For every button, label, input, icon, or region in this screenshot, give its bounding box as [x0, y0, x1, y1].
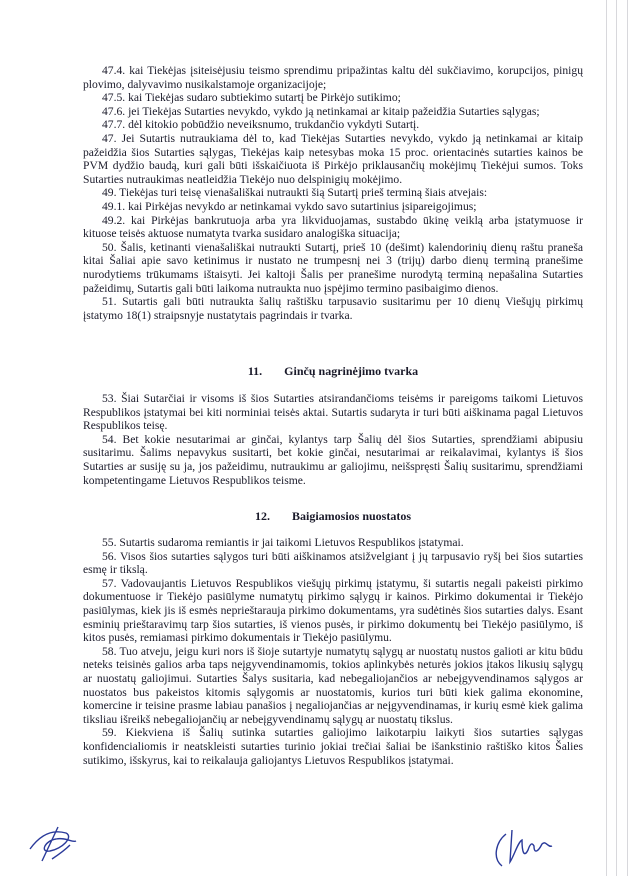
clause-49: 49. Tiekėjas turi teisę vienašališkai nutraukti šią Sutartį prieš terminą šiais atvejais:	[102, 186, 488, 200]
clause-47: 47. Jei Sutartis nutraukiama dėl to, kad Tiekėjas Sutarties nevykdo, vykdo ją netinkamai ar kitaip pažeidžia šios Sutarties sąlygas, Tiekėjas kaip netesybas moka 15 proc. orientacinės sutarties kainos be PVM dydžio baudą, kuri gali būti išskaičiuota iš Pirkėjo priklausančių mokėjimų Tiekėjui sumos. Toks Sutarties nutraukimas neatleidžia Tiekėjo nuo delspinigių mokėjimo.	[83, 131, 583, 186]
clause-58: 58. Tuo atveju, jeigu kuri nors iš šioje sutartyje numatytų sąlygų ar nuostatų nustos galioti ar kitu būdu neteks teisinės galios arba taps neįgyvendinamomis, tokios aplinkybės neturės jokios įtakos likusių sąlygų ar nuostatų galiojimui. Sutarties Šalys susitaria, kad nebegaliojančios ar nebeįgyvendinamos sąlygos ar nuostatos bus pakeistos kitomis sąlygomis ar nuostatomis, kurios turi būti kiek galima ekonomine, komercine ir teisine prasme labiau panašios į negaliojančias ar neįgyvendinamas, ir kurių esmė kiek galima tiksliau išreikš nebegaliojančių ar nebeįgyvendinamų sąlygų ar nuostatų tikslus.	[83, 644, 583, 726]
clause-57: 57. Vadovaujantis Lietuvos Respublikos viešųjų pirkimų įstatymu, ši sutartis negali pakeisti pirkimo dokumentuose ir Tiekėjo pasiūlyme numatytų pirkimo sąlygų ir kainos. Pirkimo dokumentai ir Tiekėjo pasiūlymas, kiek jis iš esmės neprieštarauja pirkimo dokumentams, yra sudėtinės šios sutarties dalys. Esant esminių prieštaravimų tarp šios sutarties, iš vienos pusės, ir pirkimo dokumentų bei Tiekėjo pasiūlymo, iš kitos pusės, remiamasi pirkimo dokumentais ir Tiekėjo pasiūlymu.	[83, 576, 583, 645]
section-heading-12	[83, 509, 583, 524]
section-title: Ginčų nagrinėjimo tvarka	[284, 364, 419, 378]
page-stack-edge	[606, 0, 607, 876]
clause-55: 55. Sutartis sudaroma remiantis ir jai taikomi Lietuvos Respublikos įstatymai.	[102, 536, 464, 549]
clause-47-5: 47.5. kai Tiekėjas sudaro subtiekimo sutartį be Pirkėjo sutikimo;	[102, 91, 401, 105]
page-stack-edge	[616, 0, 617, 876]
signature-right	[488, 822, 568, 872]
clause-53: 53. Šiai Sutarčiai ir visoms iš šios Sutarties atsirandančioms teisėms ir pareigoms taikomi Lietuvos Respublikos įstatymai bei kiti norminiai teisės aktai. Sutartis sudaryta ir turi būti aiškinama pagal Lietuvos Respublikos teisę.	[83, 392, 583, 433]
clause-47-6: 47.6. jei Tiekėjas Sutarties nevykdo, vykdo ją netinkamai ar kitaip pažeidžia Sutarties sąlygas;	[102, 104, 540, 118]
clause-49-1: 49.1. kai Pirkėjas nevykdo ar netinkamai vykdo savo sutartinius įsipareigojimus;	[102, 199, 477, 213]
clause-50: 50. Šalis, ketinanti vienašališkai nutraukti Sutartį, prieš 10 (dešimt) kalendorinių dienų raštu praneša kitai Šaliai apie savo ketinimus ir nustato ne trumpesnį nei 3 (trijų) darbo dienų terminą pranešime nurodytiems trūkumams ištaisyti. Jei kaltoji Šalis per pranešime nurodytą terminą nepašalina Sutarties pažeidimų, Sutartis gali būti laikoma nutraukta nuo įspėjimo termino pasibaigimo dienos.	[83, 240, 583, 295]
clause-49-2: 49.2. kai Pirkėjas bankrutuoja arba yra likviduojamas, sustabdo ūkinę veiklą arba įstatymuose ir kituose teisės aktuose numatyta tvarka susidaro analogiška situacija;	[83, 213, 583, 241]
dispute-clauses	[83, 392, 583, 487]
signature-left	[22, 815, 82, 865]
clause-47-4: 47.4. kai Tiekėjas įsiteisėjusiu teismo sprendimu pripažintas kaltu dėl sukčiavimo, korupcijos, pinigų plovimo, dalyvavimo nusikalstamoje organizacijoje;	[83, 64, 583, 91]
section-number: 11.	[247, 364, 263, 378]
clause-51: 51. Sutartis gali būti nutraukta šalių raštišku tarpusavio susitarimu per 10 dienų Viešųjų pirkimų įstatymo 18(1) straipsnyje nustatytais pagrindais ir tvarka.	[83, 295, 583, 322]
section-heading-11	[83, 364, 583, 379]
termination-clauses	[83, 64, 583, 322]
clause-59: 59. Kiekviena iš Šalių sutinka sutarties galiojimo laikotarpiu laikyti šios sutarties sąlygas konfidencialiomis ir neatskleisti sutarties turinio jokiai trečiai šaliai be išankstinio raštiško kitos Šalies sutikimo, išskyrus, kai to reikalauja galiojantys Lietuvos Respublikos įstatymai.	[83, 726, 583, 767]
section-number: 12.	[254, 509, 270, 523]
clause-56: 56. Visos šios sutarties sąlygos turi būti aiškinamos atsižvelgiant į jų tarpusavio ryšį bei šios sutarties esmę ir tikslą.	[83, 549, 583, 577]
clause-47-7: 47.7. dėl kitokio pobūdžio neveiksnumo, trukdančio vykdyti Sutartį.	[102, 118, 420, 132]
page-stack-edge	[627, 0, 628, 876]
clause-54: 54. Bet kokie nesutarimai ar ginčai, kylantys tarp Šalių dėl šios Sutarties, sprendžiami abipusiu susitarimu. Šalims nepavykus susitarti, bet kokie ginčai, nesutarimai ar reikalavimai, kylantys iš šios Sutarties ar susiję su ja, jos pažeidimu, nutraukimu ar galiojimu, neišspręsti Šalių susitarimu, sprendžiami kompetentingame Lietuvos Respublikos teisme.	[83, 432, 583, 487]
final-clauses	[83, 536, 583, 767]
section-title: Baigiamosios nuostatos	[291, 509, 412, 523]
